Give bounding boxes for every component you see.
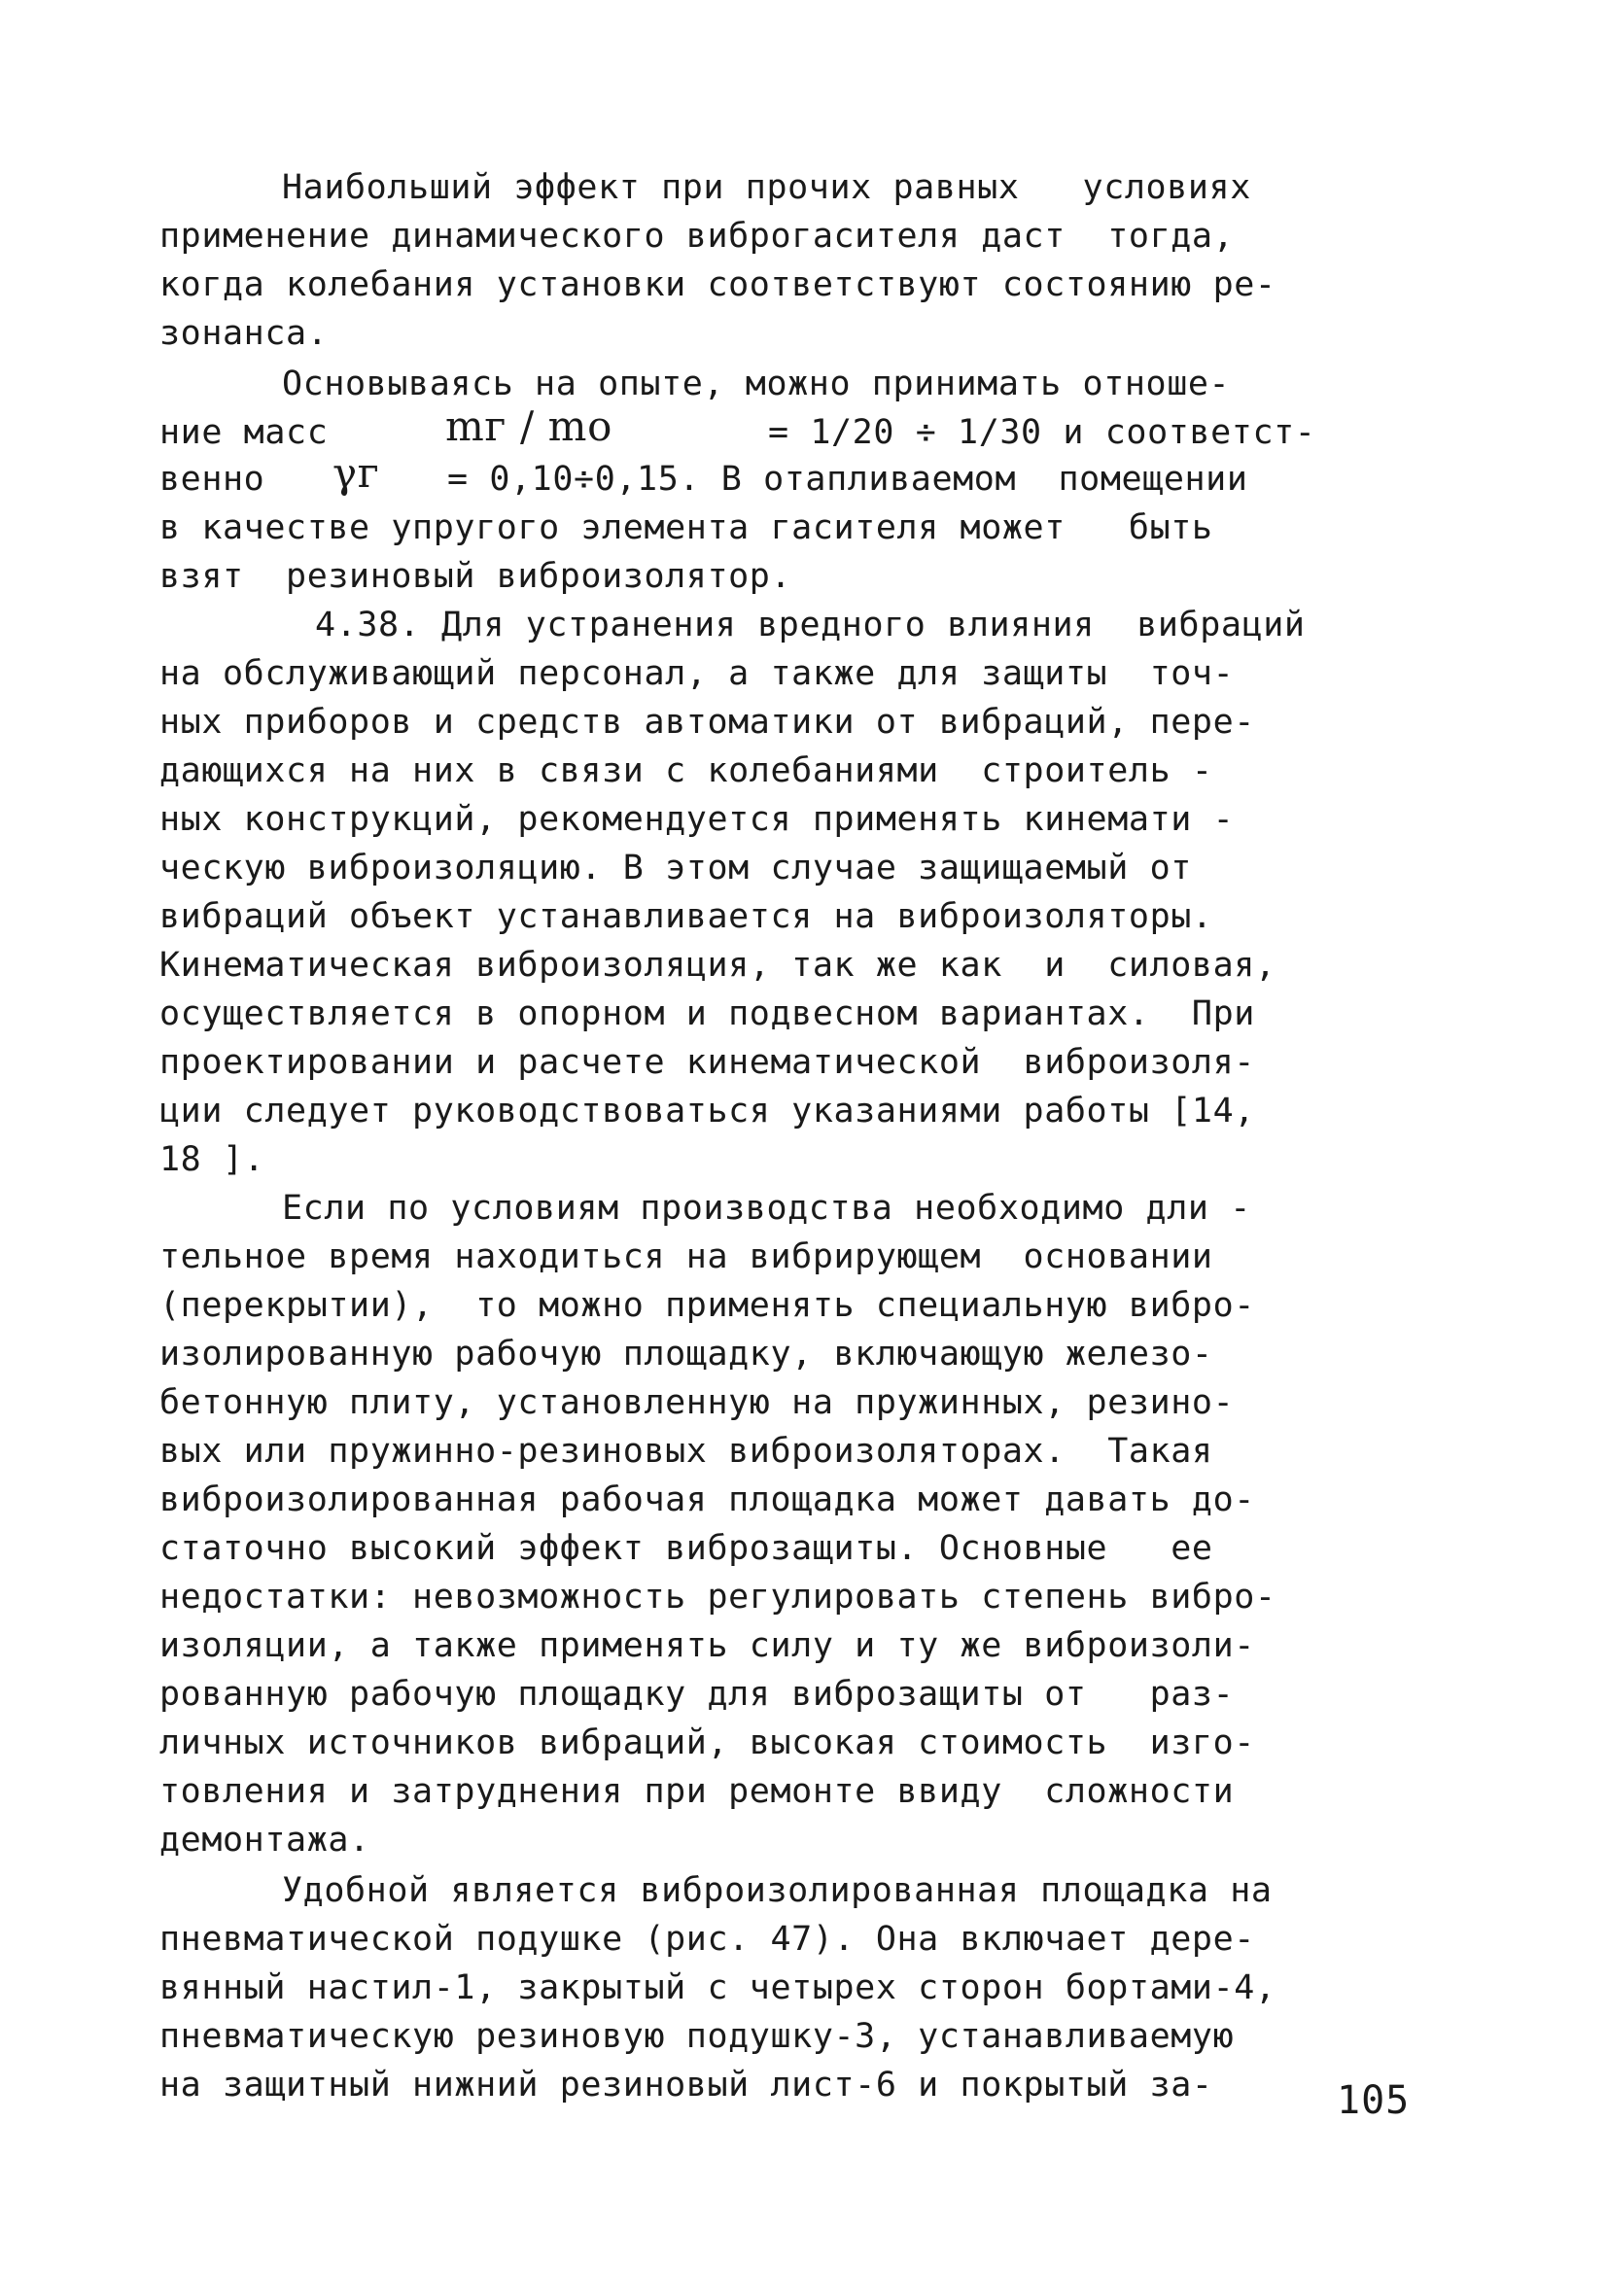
text-line: Если по условиям производства необходимо дли -: [282, 1189, 1251, 1228]
text-line: личных источников вибраций, высокая стоимость изго-: [159, 1723, 1255, 1762]
text-line: недостатки: невозможность регулировать степень вибро-: [159, 1578, 1276, 1617]
text-line: демонтажа.: [159, 1821, 370, 1860]
text-line: когда колебания установки соответствуют состоянию ре-: [159, 265, 1276, 304]
text-line: в качестве упругого элемента гасителя может быть: [159, 508, 1213, 547]
mass-ratio-formula: mг / mо: [445, 402, 612, 450]
text-line: венно: [159, 460, 265, 499]
text-line: дающихся на них в связи с колебаниями строитель -: [159, 751, 1213, 790]
text-line: вых или пружинно-резиновых виброизоляторах. Такая: [159, 1432, 1213, 1471]
text-line: рованную рабочую площадку для виброзащиты от раз-: [159, 1675, 1235, 1714]
text-line: взят резиновый виброизолятор.: [159, 557, 792, 596]
text-line: бетонную плиту, установленную на пружинных, резино-: [159, 1383, 1235, 1422]
text-line: тельное время находиться на вибрирующем основании: [159, 1237, 1213, 1276]
text-line: (перекрытии), то можно применять специальную вибро-: [159, 1286, 1255, 1325]
text-line: пневматической подушке (рис. 47). Она включает дере-: [159, 1920, 1255, 1959]
text-line: 18 ].: [159, 1140, 265, 1179]
text-line: Удобной является виброизолированная площадка на: [282, 1871, 1273, 1910]
text-line: статочно высокий эффект виброзащиты. Основные ее: [159, 1529, 1213, 1568]
text-line: Кинематическая виброизоляция, так же как и силовая,: [159, 946, 1276, 985]
gamma-formula: γг: [332, 449, 380, 497]
text-line: применение динамического виброгасителя даст тогда,: [159, 217, 1235, 256]
text-line: ческую виброизоляцию. В этом случае защищаемый от: [159, 849, 1192, 887]
text-line: Основываясь на опыте, можно принимать отноше-: [282, 365, 1231, 403]
text-line: товления и затруднения при ремонте ввиду сложности: [159, 1772, 1235, 1811]
text-line: ных приборов и средств автоматики от вибраций, пере-: [159, 703, 1255, 742]
text-line: зонанса.: [159, 314, 329, 353]
text-line: на защитный нижний резиновый лист-6 и покрытый за-: [159, 2066, 1213, 2105]
text-line: ных конструкций, рекомендуется применять кинемати -: [159, 800, 1235, 839]
text-line: ние масс: [159, 413, 329, 452]
text-line: на обслуживающий персонал, а также для защиты точ-: [159, 654, 1235, 693]
text-line: 4.38. Для устранения вредного влияния вибраций: [315, 606, 1306, 644]
text-line: проектировании и расчете кинематической виброизоля-: [159, 1043, 1255, 1082]
text-line: изолированную рабочую площадку, включающую железо-: [159, 1335, 1213, 1374]
text-line: = 1/20 ÷ 1/30 и соответст-: [768, 413, 1316, 452]
text-line: виброизолированная рабочая площадка может давать до-: [159, 1480, 1255, 1519]
text-line: осуществляется в опорном и подвесном вариантах. При: [159, 994, 1255, 1033]
page-number: 105: [1337, 2078, 1411, 2123]
text-line: ции следует руководствоваться указаниями работы [14,: [159, 1092, 1255, 1131]
text-line: вянный настил-1, закрытый с четырех сторон бортами-4,: [159, 1968, 1276, 2007]
text-line: изоляции, а также применять силу и ту же виброизоли-: [159, 1626, 1255, 1665]
text-line: = 0,10÷0,15. В отапливаемом помещении: [447, 460, 1248, 499]
text-line: вибраций объект устанавливается на виброизоляторы.: [159, 897, 1213, 936]
text-line: пневматическую резиновую подушку-3, устанавливаемую: [159, 2017, 1235, 2056]
text-line: Наибольший эффект при прочих равных условиях: [282, 168, 1251, 207]
